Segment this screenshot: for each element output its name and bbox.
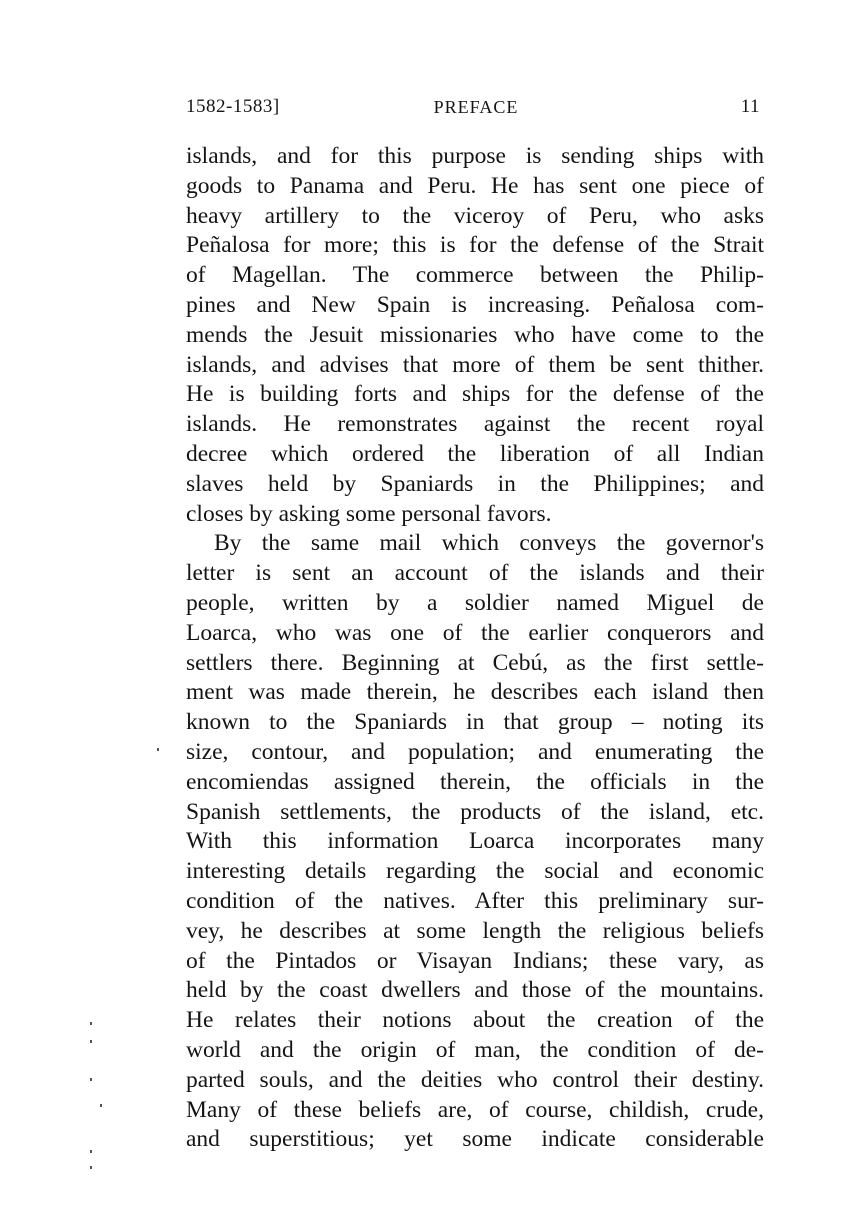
text-line: islands, and advises that more of them be sent thither.	[186, 351, 764, 378]
text-line: letter is sent an account of the islands and their	[186, 560, 764, 587]
text-line: closes by asking some personal favors.	[186, 500, 552, 527]
text-line: settlers there. Beginning at Cebú, as the first settle-	[186, 649, 764, 676]
text-line: parted souls, and the deities who control their destiny.	[186, 1066, 764, 1093]
scan-speck	[90, 1022, 92, 1025]
scan-speck	[90, 1166, 92, 1169]
text-line: ment was made therein, he describes each island then	[186, 679, 764, 706]
text-line: He is building forts and ships for the defense of the	[186, 381, 764, 408]
text-line: and superstitious; yet some indicate considerable	[186, 1126, 764, 1153]
text-line: world and the origin of man, the condition of de-	[186, 1036, 764, 1063]
text-line: By the same mail which conveys the governor's	[214, 530, 764, 557]
text-line: mends the Jesuit missionaries who have come to the	[186, 321, 764, 348]
text-line: islands. He remonstrates against the recent royal	[186, 411, 764, 438]
text-line: of the Pintados or Visayan Indians; these vary, as	[186, 947, 764, 974]
text-line: With this information Loarca incorporates many	[186, 828, 764, 855]
text-line: held by the coast dwellers and those of the mountains.	[186, 977, 764, 1004]
header-title: PREFACE	[433, 97, 519, 117]
text-line: people, written by a soldier named Miguel de	[186, 589, 764, 616]
text-line: decree which ordered the liberation of all Indian	[186, 440, 764, 467]
body-text	[186, 142, 764, 1155]
text-line: vey, he describes at some length the religious beliefs	[186, 917, 764, 944]
text-line: condition of the natives. After this preliminary sur-	[186, 887, 764, 914]
text-line: Many of these beliefs are, of course, childish, crude,	[186, 1096, 764, 1123]
scan-speck	[90, 1040, 92, 1043]
text-line: Loarca, who was one of the earlier conquerors and	[186, 619, 764, 646]
text-line: known to the Spaniards in that group – noting its	[186, 709, 764, 736]
text-line: Spanish settlements, the products of the island, etc.	[186, 798, 764, 825]
text-line: size, contour, and population; and enumerating the	[186, 738, 764, 765]
text-line: of Magellan. The commerce between the Philip-	[186, 262, 764, 289]
scan-speck	[90, 1078, 92, 1081]
page-number: 11	[740, 96, 760, 117]
text-line: interesting details regarding the social and economic	[186, 858, 764, 885]
text-line: Peñalosa for more; this is for the defense of the Strait	[186, 232, 764, 259]
text-line: islands, and for this purpose is sending ships with	[186, 143, 764, 169]
scan-speck	[90, 1150, 92, 1153]
scan-speck	[100, 1104, 102, 1107]
scan-speck	[157, 748, 159, 751]
header-dates: 1582-1583]	[186, 96, 280, 117]
text-line: goods to Panama and Peru. He has sent one piece of	[186, 172, 764, 199]
text-line: pines and New Spain is increasing. Peñalosa com-	[186, 291, 764, 318]
running-head	[186, 92, 766, 122]
text-line: encomiendas assigned therein, the officials in the	[186, 768, 764, 795]
text-line: He relates their notions about the creation of the	[186, 1007, 764, 1034]
text-line: heavy artillery to the viceroy of Peru, who asks	[186, 202, 764, 229]
text-line: slaves held by Spaniards in the Philippines; and	[186, 470, 764, 497]
